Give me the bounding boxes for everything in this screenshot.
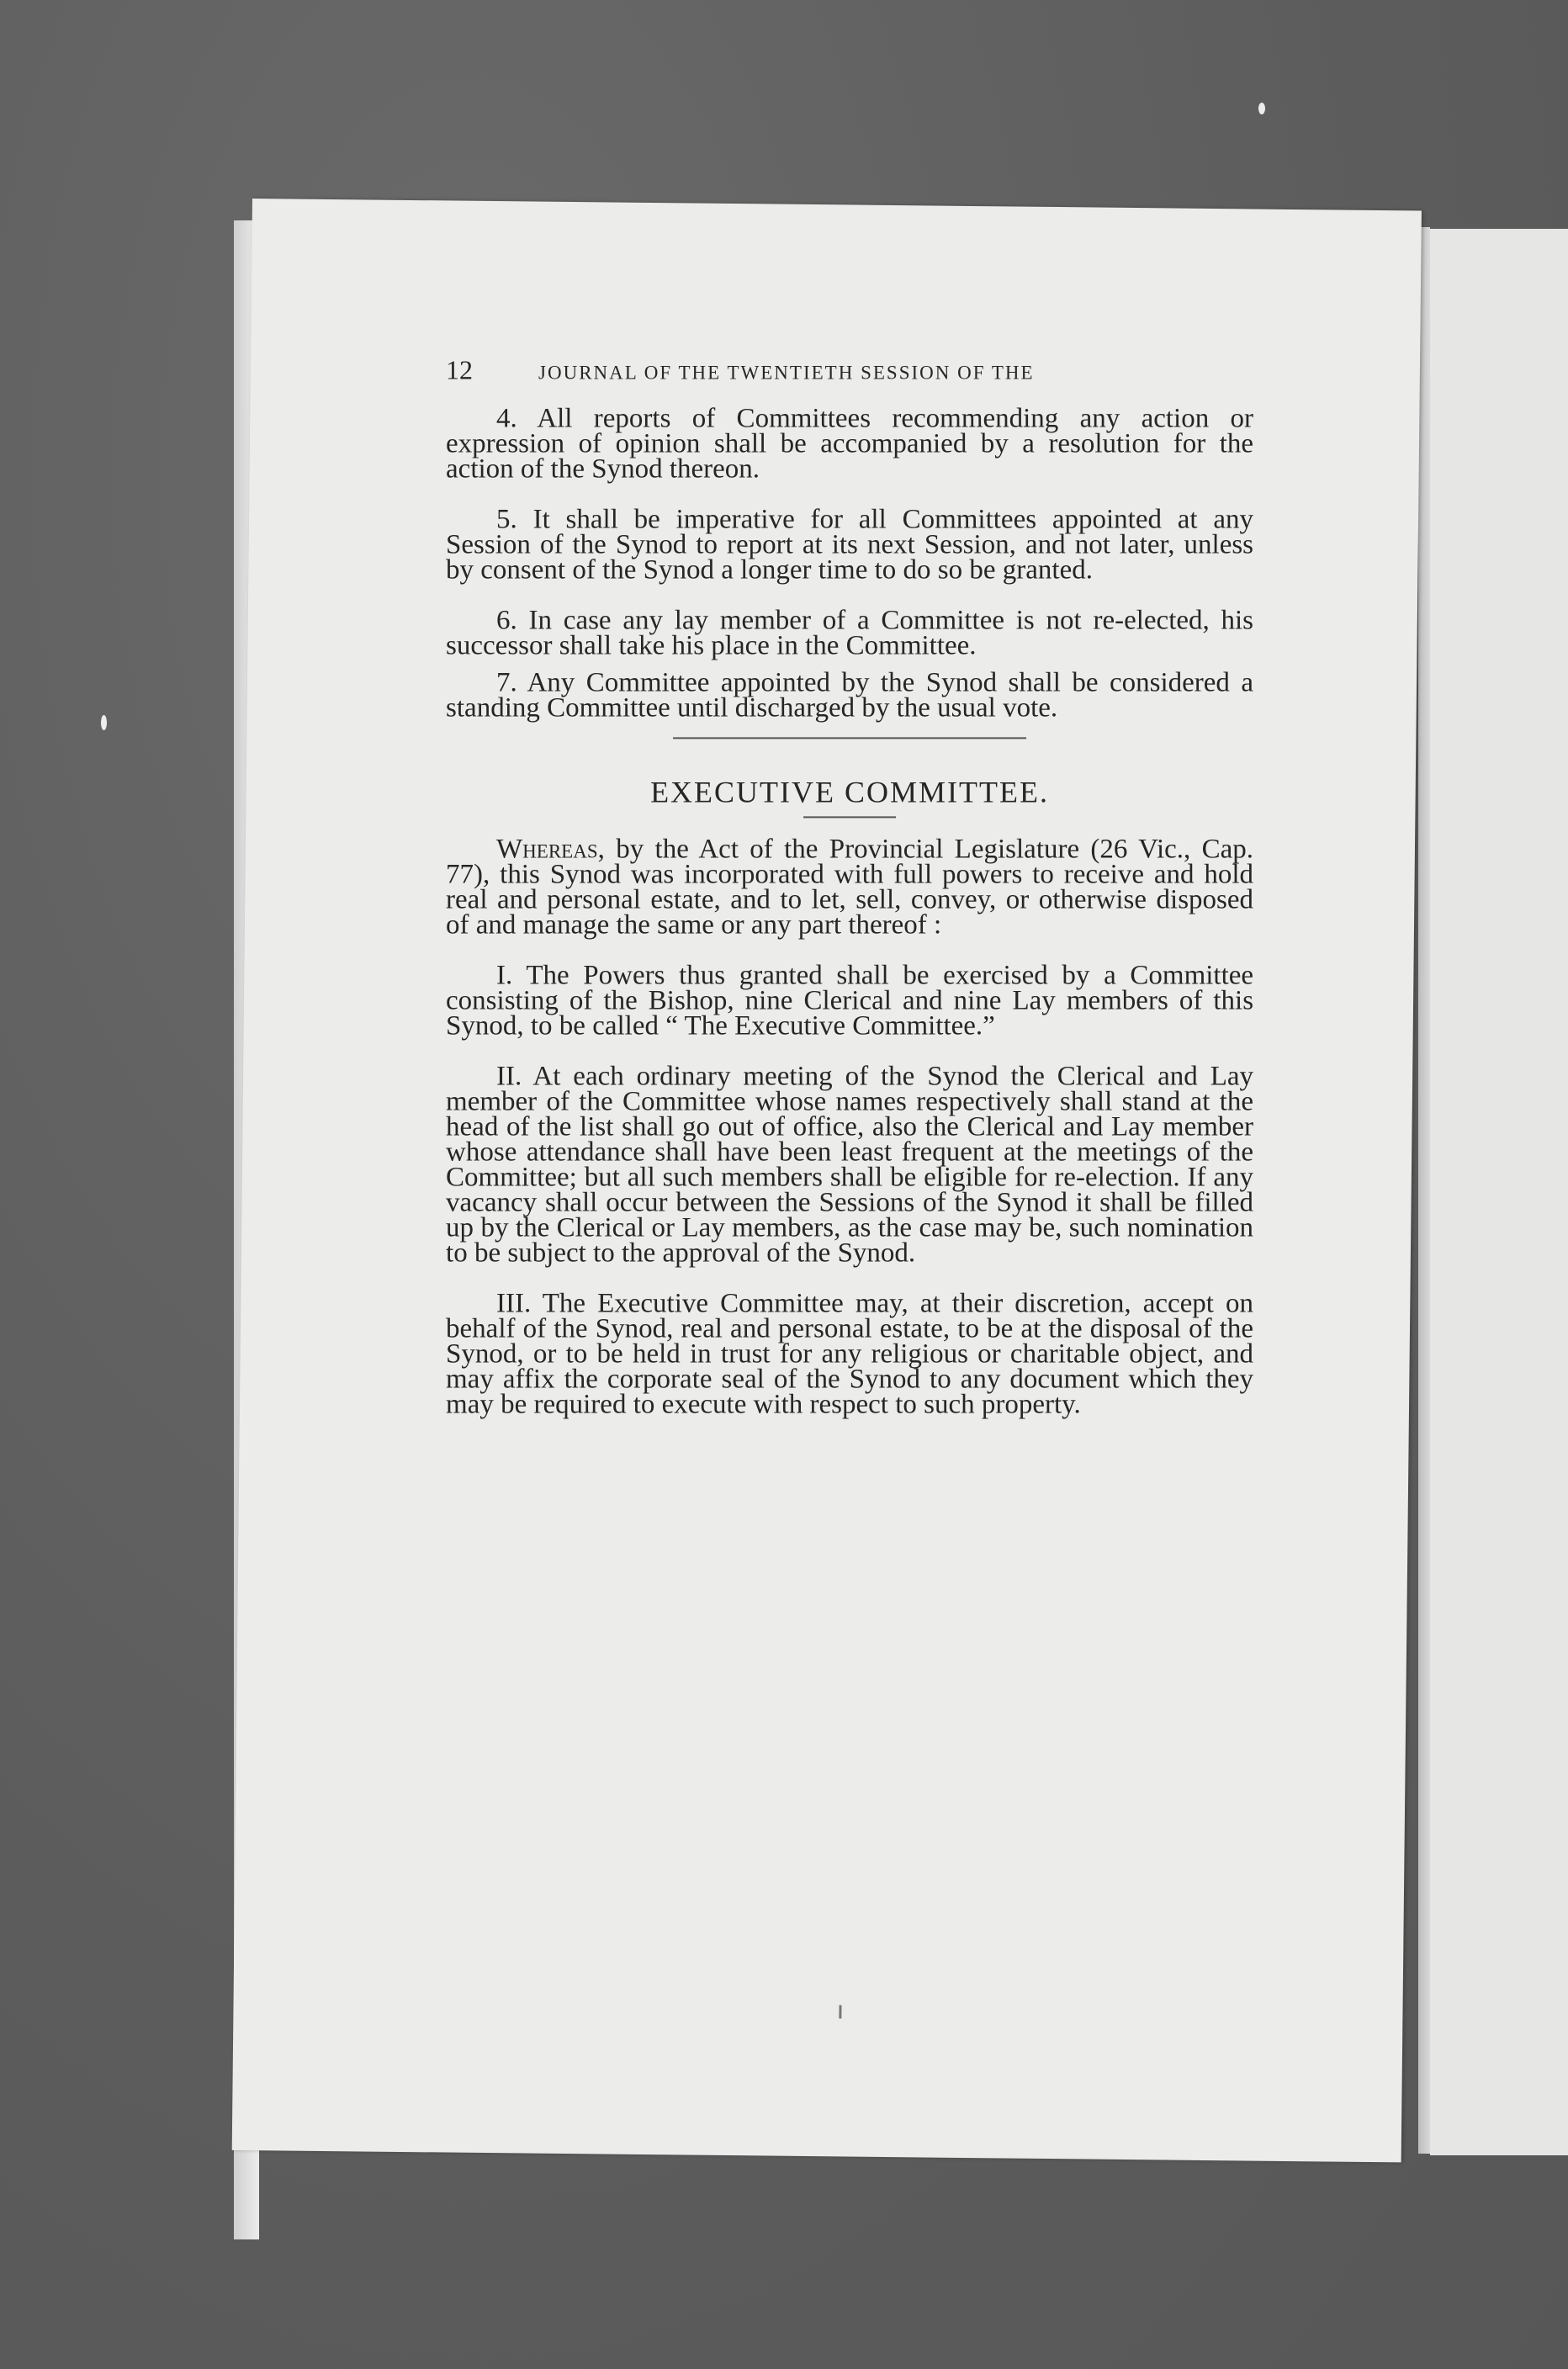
whereas-lead: Whereas, xyxy=(496,834,605,865)
section-heading: EXECUTIVE COMMITTEE. xyxy=(650,775,1050,809)
rule-paragraph-4: 4. All reports of Committees recommending any action or expression of opinion shall be accompanied by a resolution for the action of the Synod thereon. xyxy=(446,403,1254,485)
print-mark xyxy=(839,2005,841,2018)
section-divider xyxy=(673,737,1026,739)
whereas-paragraph xyxy=(446,834,1254,941)
clause-2: II. At each ordinary meeting of the Synod the Clerical and Lay member of the Committee whose names respectively shall stand at the head of the list shall go out of office, also the Clerical and Lay member whose attendance shall have been least frequent at the meetings of the Committee; but all such members shall be eligible for re-election. If any vacancy shall occur between the Sessions of the Synod it shall be filled up by the Clerical or Lay members, as the case may be, such nomination to be subject to the approval of the Synod. xyxy=(446,1061,1254,1269)
rule-paragraph-7: 7. Any Committee appointed by the Synod shall be considered a standing Committee until discharged by the usual vote. xyxy=(446,667,1254,723)
heading-rule xyxy=(803,816,896,818)
page-text xyxy=(446,354,1254,1442)
whereas-body: by the Act of the Provincial Legislature (26 Vic., Cap. 77), this Synod was incorporated with full powers to receive and hold real and personal estate, and to let, sell, convey, or otherwise disposed of and manage the same or any part thereof : xyxy=(446,834,1254,941)
rule-paragraph-6: 6. In case any lay member of a Committee is not re-elected, his successor shall take his place in the Committee. xyxy=(446,605,1254,661)
running-head xyxy=(446,354,1253,385)
book-gutter xyxy=(1418,227,1430,2154)
clause-1: I. The Powers thus granted shall be exercised by a Committee consisting of the Bishop, nine Clerical and nine Lay members of this Synod, to be called “ The Executive Committee.” xyxy=(446,960,1254,1041)
facing-page xyxy=(1430,229,1568,2155)
page-number: 12 xyxy=(446,354,474,385)
document-page xyxy=(232,199,1422,2162)
dust-speck xyxy=(101,715,107,730)
running-title: JOURNAL OF THE TWENTIETH SESSION OF THE xyxy=(538,362,1035,384)
rule-paragraph-5: 5. It shall be imperative for all Committees appointed at any Session of the Synod to report at its next Session, and not later, unless by consent of the Synod a longer time to do so be granted. xyxy=(446,504,1254,586)
clause-3: III. The Executive Committee may, at their discretion, accept on behalf of the Synod, real and personal estate, to be at the disposal of the Synod, or to be held in trust for any religious or charitable object, and may affix the corporate seal of the Synod to any document which they may be required to execute with respect to such property. xyxy=(446,1288,1254,1420)
dust-speck xyxy=(1258,103,1265,114)
